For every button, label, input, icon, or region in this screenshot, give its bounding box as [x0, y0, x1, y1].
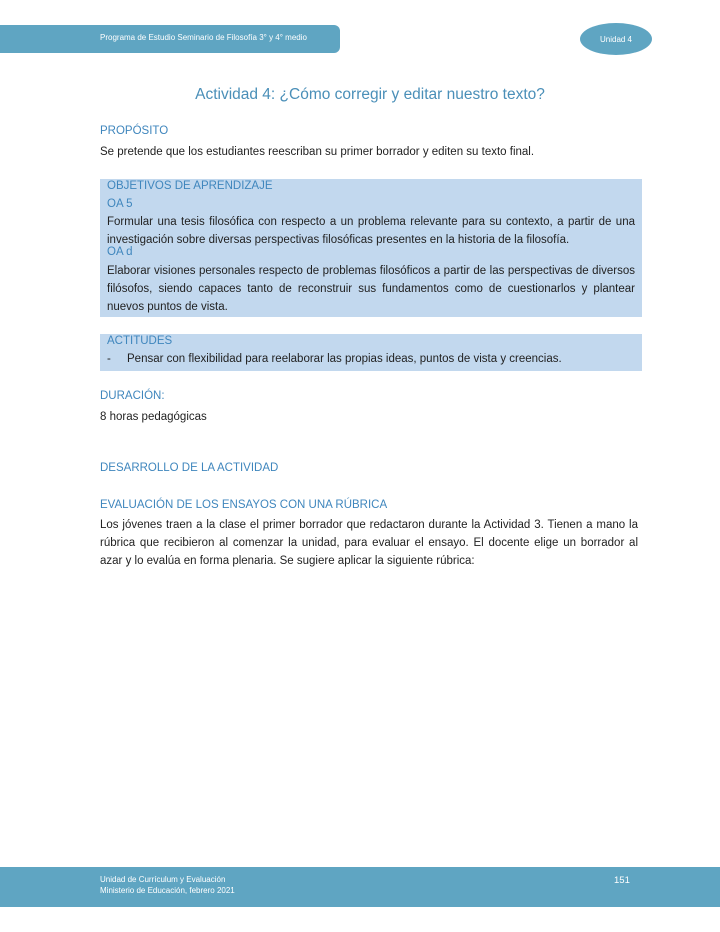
footer-line-1: Unidad de Currículum y Evaluación — [100, 875, 226, 884]
duracion-text: 8 horas pedagógicas — [100, 411, 207, 423]
oa5-label: OA 5 — [107, 198, 133, 210]
footer-line-2: Ministerio de Educación, febrero 2021 — [100, 886, 235, 895]
actitudes-item: Pensar con flexibilidad para reelaborar las propias ideas, puntos de vista y creencias. — [127, 353, 562, 365]
desarrollo-heading: DESARROLLO DE LA ACTIVIDAD — [100, 462, 279, 474]
page-number: 151 — [614, 875, 630, 886]
oad-label: OA d — [107, 246, 133, 258]
objetivos-box — [100, 179, 642, 317]
proposito-text: Se pretende que los estudiantes reescriban su primer borrador y editen su texto final. — [100, 146, 535, 158]
oa5-text: Formular una tesis filosófica con respecto a un problema relevante para su contexto, a partir de una investigación sobre diversas perspectivas filosóficas presentes en la historia de la filosofía. — [107, 216, 635, 246]
objetivos-heading: OBJETIVOS DE APRENDIZAJE — [107, 180, 273, 192]
proposito-heading: PROPÓSITO — [100, 125, 169, 137]
page-title: Actividad 4: ¿Cómo corregir y editar nuestro texto? — [195, 86, 545, 103]
actitudes-box — [100, 334, 642, 371]
program-title: Programa de Estudio Seminario de Filosofía 3° y 4° medio — [100, 33, 307, 42]
unit-badge: Unidad 4 — [580, 23, 652, 55]
actitudes-heading: ACTITUDES — [107, 335, 173, 347]
evaluacion-heading: EVALUACIÓN DE LOS ENSAYOS CON UNA RÚBRICA — [100, 499, 388, 511]
footer-credits — [100, 874, 235, 896]
duracion-heading: DURACIÓN: — [100, 390, 165, 402]
actitudes-bullet: - — [107, 353, 111, 365]
oad-text: Elaborar visiones personales respecto de problemas filosóficos a partir de las perspectivas de diversos filósofos, siendo capaces tanto de reconstruir sus fundamentos como de cuestionarlos y plantear nuevos puntos de vista. — [107, 265, 635, 313]
evaluacion-text: Los jóvenes traen a la clase el primer borrador que redactaron durante la Actividad 3. Tienen a mano la rúbrica que recibieron al comenzar la unidad, para evaluar el ensayo. El docente elige un borrador al azar y lo evalúa en forma plenaria. Se sugiere aplicar la siguiente rúbrica: — [100, 519, 638, 567]
